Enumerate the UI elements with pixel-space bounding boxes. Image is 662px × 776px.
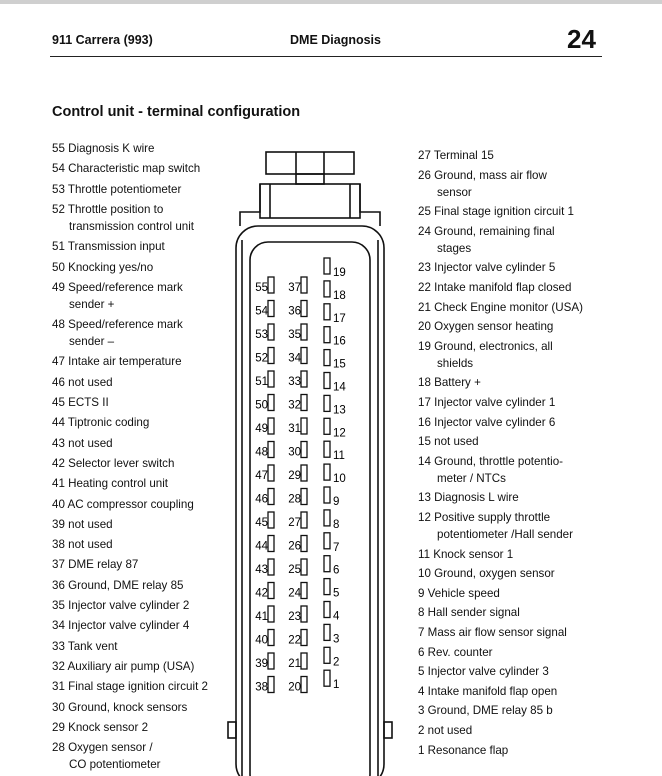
control-unit-connector-diagram <box>220 150 400 776</box>
terminal-label-line: 49 Speed/reference mark <box>52 280 183 294</box>
pin-label-18: 18 <box>333 289 346 302</box>
terminal-label-line: 39 not used <box>52 517 113 531</box>
pin-slot-20 <box>301 677 307 693</box>
terminal-label-continuation: sender – <box>69 335 115 349</box>
pin-label-41: 41 <box>255 611 268 623</box>
terminal-label <box>418 489 519 506</box>
terminal-label-continuation: CO potentiometer <box>69 758 161 772</box>
terminal-label-line: 15 not used <box>418 435 479 449</box>
pin-label-33: 33 <box>288 376 301 388</box>
pin-label-23: 23 <box>288 611 301 623</box>
terminal-label <box>52 516 113 533</box>
pin-label-8: 8 <box>333 518 340 531</box>
terminal-label <box>52 238 165 255</box>
pin-slot-27 <box>301 512 307 528</box>
pin-slot-45 <box>268 512 274 528</box>
pin-label-52: 52 <box>255 352 268 365</box>
pin-slot-51 <box>268 371 274 387</box>
terminal-label-continuation: meter / NTCs <box>437 471 506 485</box>
terminal-label-line: 6 Rev. counter <box>418 645 493 659</box>
terminal-label-line: 1 Resonance flap <box>418 743 509 757</box>
pin-label-7: 7 <box>333 541 340 554</box>
pin-label-34: 34 <box>288 352 301 365</box>
header-rule <box>50 56 602 57</box>
top-border <box>0 0 662 4</box>
terminal-label-line: 16 Injector valve cylinder 6 <box>418 415 556 429</box>
terminal-label-line: 13 Diagnosis L wire <box>418 491 519 505</box>
connector-housing <box>228 152 392 776</box>
pin-label-47: 47 <box>255 470 268 482</box>
pin-label-25: 25 <box>288 564 301 576</box>
pin-label-42: 42 <box>255 587 268 600</box>
pin-label-24: 24 <box>288 587 301 600</box>
terminal-label <box>52 394 109 411</box>
terminal-label-line: 8 Hall sender signal <box>418 606 520 620</box>
terminal-label-line: 53 Throttle potentiometer <box>52 182 182 196</box>
terminal-label <box>52 577 183 594</box>
terminal-label <box>418 394 555 411</box>
pin-label-27: 27 <box>288 517 301 529</box>
terminal-label-line: 43 not used <box>52 436 113 450</box>
pin-slot-31 <box>301 418 307 434</box>
terminal-label-line: 44 Tiptronic coding <box>52 416 150 430</box>
pin-slot-4 <box>324 602 330 618</box>
pin-slot-21 <box>301 653 307 669</box>
pin-slot-24 <box>301 583 307 599</box>
terminal-label <box>418 374 481 391</box>
pin-label-20: 20 <box>288 681 301 694</box>
terminal-label <box>418 279 571 296</box>
terminal-label-line: 45 ECTS II <box>52 396 109 409</box>
pin-label-9: 9 <box>333 496 340 508</box>
terminal-label <box>418 414 555 431</box>
pin-slot-41 <box>268 606 274 622</box>
terminal-label-line: 38 not used <box>52 538 113 552</box>
terminal-label <box>418 604 520 621</box>
terminal-label-line: 17 Injector valve cylinder 1 <box>418 396 556 409</box>
pin-label-22: 22 <box>288 634 301 647</box>
terminal-label-line: 30 Ground, knock sensors <box>52 700 188 714</box>
pin-slot-26 <box>301 536 307 552</box>
terminal-label-line: 28 Oxygen sensor / <box>52 741 153 755</box>
pin-slot-13 <box>324 395 330 411</box>
pin-slot-3 <box>324 624 330 640</box>
terminal-label-line: 25 Final stage ignition circuit 1 <box>418 205 574 219</box>
terminal-label-continuation: transmission control unit <box>69 219 195 233</box>
terminal-label <box>52 414 149 431</box>
terminal-label-line: 14 Ground, throttle potentio- <box>418 454 564 468</box>
pin-label-15: 15 <box>333 358 346 371</box>
pin-label-53: 53 <box>255 329 268 341</box>
terminal-label-line: 18 Battery + <box>418 376 481 390</box>
terminal-label-line: 4 Intake manifold flap open <box>418 684 558 698</box>
pin-label-28: 28 <box>288 493 301 506</box>
terminal-label-continuation: potentiometer /Hall sender <box>437 528 573 541</box>
pin-slot-35 <box>301 324 307 340</box>
terminal-label <box>52 201 194 235</box>
terminal-label-line: 26 Ground, mass air flow <box>418 168 547 182</box>
terminal-label <box>52 316 183 350</box>
terminal-label-line: 24 Ground, remaining final <box>418 224 555 238</box>
terminal-label-line: 2 not used <box>418 724 473 737</box>
terminal-label-continuation: sender + <box>69 297 115 311</box>
header-section: DME Diagnosis <box>290 33 381 47</box>
pin-slot-43 <box>268 559 274 575</box>
pin-slot-14 <box>324 373 330 389</box>
pin-label-35: 35 <box>288 329 301 341</box>
terminal-label <box>52 181 181 198</box>
terminal-label-line: 36 Ground, DME relay 85 <box>52 578 184 592</box>
pin-label-13: 13 <box>333 404 346 417</box>
pin-slot-11 <box>324 441 330 457</box>
pin-label-43: 43 <box>255 564 268 576</box>
pin-label-1: 1 <box>333 679 340 692</box>
terminal-label-line: 48 Speed/reference mark <box>52 318 183 332</box>
terminal-label-line: 29 Knock sensor 2 <box>52 720 149 734</box>
pin-slot-1 <box>324 670 330 686</box>
terminal-label-line: 40 AC compressor coupling <box>52 497 194 511</box>
terminal-label <box>52 160 200 177</box>
terminal-label <box>52 638 118 655</box>
terminal-label-line: 32 Auxiliary air pump (USA) <box>52 659 195 673</box>
terminal-label <box>52 435 113 452</box>
terminal-label-line: 35 Injector valve cylinder 2 <box>52 599 190 612</box>
pin-slot-28 <box>301 489 307 505</box>
terminal-label-line: 41 Heating control unit <box>52 477 169 491</box>
terminal-label <box>418 167 547 201</box>
pin-label-49: 49 <box>255 423 268 435</box>
pin-label-17: 17 <box>333 312 346 325</box>
terminal-label <box>52 739 161 773</box>
terminal-label-line: 31 Final stage ignition circuit 2 <box>52 680 208 694</box>
page-title: Control unit - terminal configuration <box>52 104 301 120</box>
pin-label-48: 48 <box>255 446 268 459</box>
pin-slot-44 <box>268 536 274 552</box>
terminal-label-line: 23 Injector valve cylinder 5 <box>418 261 556 275</box>
terminal-label <box>418 624 567 641</box>
pin-slot-42 <box>268 583 274 599</box>
terminal-label-line: 55 Diagnosis K wire <box>52 142 155 155</box>
pin-slot-38 <box>268 677 274 693</box>
pin-slot-9 <box>324 487 330 503</box>
pin-slot-34 <box>301 348 307 364</box>
terminal-label-continuation: stages <box>437 241 472 255</box>
terminal-label <box>52 658 194 675</box>
pin-slot-5 <box>324 579 330 595</box>
terminal-label-line: 7 Mass air flow sensor signal <box>418 626 567 639</box>
pin-slot-18 <box>324 281 330 297</box>
terminal-label <box>418 683 557 700</box>
pin-slot-50 <box>268 395 274 411</box>
terminal-label <box>418 147 494 164</box>
terminal-label-line: 10 Ground, oxygen sensor <box>418 567 555 581</box>
pin-slot-22 <box>301 630 307 646</box>
pin-label-14: 14 <box>333 381 346 394</box>
terminal-label <box>52 597 189 614</box>
terminal-label <box>418 338 553 372</box>
terminal-label <box>52 496 194 513</box>
pin-slot-30 <box>301 442 307 458</box>
terminal-label <box>52 617 189 634</box>
terminal-label-continuation: sensor <box>437 185 472 199</box>
terminal-label <box>418 702 553 719</box>
terminal-label <box>418 663 549 680</box>
pin-label-44: 44 <box>255 540 268 553</box>
pin-slot-25 <box>301 559 307 575</box>
pin-slot-8 <box>324 510 330 526</box>
terminal-label <box>52 353 182 370</box>
terminal-label-line: 47 Intake air temperature <box>52 355 182 369</box>
terminal-label-line: 21 Check Engine monitor (USA) <box>418 300 583 314</box>
terminal-label-line: 20 Oxygen sensor heating <box>418 320 554 334</box>
terminal-label-line: 52 Throttle position to <box>52 202 164 216</box>
pin-label-26: 26 <box>288 540 301 553</box>
pin-label-12: 12 <box>333 427 346 440</box>
pin-slot-23 <box>301 606 307 622</box>
pin-label-19: 19 <box>333 267 346 279</box>
terminal-label <box>52 699 187 716</box>
terminal-label-line: 37 DME relay 87 <box>52 558 139 572</box>
pin-slot-37 <box>301 277 307 293</box>
terminal-label-line: 22 Intake manifold flap closed <box>418 281 572 294</box>
terminal-label <box>418 203 574 220</box>
terminal-label <box>418 453 563 487</box>
pin-slot-55 <box>268 277 274 293</box>
pin-label-55: 55 <box>255 282 268 294</box>
pin-label-30: 30 <box>288 446 301 459</box>
pin-label-40: 40 <box>255 634 268 647</box>
page-number: 24 <box>567 24 596 54</box>
pin-slot-15 <box>324 350 330 366</box>
pin-label-10: 10 <box>333 473 346 486</box>
terminal-label-line: 33 Tank vent <box>52 639 118 653</box>
pin-label-31: 31 <box>288 423 301 435</box>
pin-label-54: 54 <box>255 305 268 318</box>
pin-slot-48 <box>268 442 274 458</box>
terminal-label <box>52 279 183 313</box>
pin-slot-36 <box>301 301 307 317</box>
pin-label-45: 45 <box>255 517 268 529</box>
terminal-label <box>52 455 174 472</box>
pin-label-6: 6 <box>333 564 340 577</box>
terminal-label-line: 27 Terminal 15 <box>418 149 494 162</box>
pin-label-51: 51 <box>255 376 268 388</box>
pin-label-5: 5 <box>333 587 340 600</box>
terminal-label <box>418 318 553 335</box>
pin-label-21: 21 <box>288 658 301 670</box>
header-model: 911 Carrera (993) <box>52 33 153 47</box>
terminal-label <box>418 644 493 661</box>
pin-label-36: 36 <box>288 305 301 318</box>
terminal-label-line: 46 not used <box>52 375 113 389</box>
terminal-label <box>52 678 208 695</box>
terminal-label <box>418 546 513 563</box>
pin-label-11: 11 <box>333 450 345 463</box>
terminal-label-line: 19 Ground, electronics, all <box>418 339 553 353</box>
terminal-label <box>52 719 148 736</box>
terminal-label-line: 11 Knock sensor 1 <box>418 547 514 561</box>
terminal-label-line: 34 Injector valve cylinder 4 <box>52 619 190 633</box>
terminal-label-line: 5 Injector valve cylinder 3 <box>418 665 549 679</box>
pin-slot-54 <box>268 301 274 317</box>
pin-label-29: 29 <box>288 470 301 482</box>
pin-label-39: 39 <box>255 658 268 670</box>
terminal-label-line: 9 Vehicle speed <box>418 586 500 600</box>
pin-slot-46 <box>268 489 274 505</box>
terminal-label-line: 51 Transmission input <box>52 240 165 254</box>
terminal-label <box>418 259 555 276</box>
terminal-label <box>418 299 583 316</box>
pin-slot-49 <box>268 418 274 434</box>
pin-slot-29 <box>301 465 307 481</box>
pin-label-38: 38 <box>255 681 268 694</box>
terminal-label <box>52 556 138 573</box>
pin-slot-2 <box>324 647 330 663</box>
pin-label-32: 32 <box>288 399 301 412</box>
pin-slot-32 <box>301 395 307 411</box>
pin-slot-10 <box>324 464 330 480</box>
terminal-label <box>52 140 154 157</box>
terminal-label-line: 12 Positive supply throttle <box>418 511 551 524</box>
terminal-label <box>52 475 168 492</box>
pin-slot-6 <box>324 556 330 572</box>
pin-label-50: 50 <box>255 399 268 412</box>
terminal-label <box>418 509 573 543</box>
pin-slot-47 <box>268 465 274 481</box>
terminal-label <box>418 223 555 257</box>
pin-slot-12 <box>324 418 330 434</box>
terminal-label-line: 3 Ground, DME relay 85 b <box>418 704 553 718</box>
pin-slot-40 <box>268 630 274 646</box>
terminal-label <box>418 565 555 582</box>
pin-slot-53 <box>268 324 274 340</box>
connector-pins <box>255 258 346 694</box>
terminal-label-line: 42 Selector lever switch <box>52 456 175 470</box>
pin-label-16: 16 <box>333 335 346 348</box>
terminal-label <box>418 433 479 450</box>
terminal-label-line: 54 Characteristic map switch <box>52 162 201 176</box>
pin-slot-7 <box>324 533 330 549</box>
pin-label-37: 37 <box>288 282 301 294</box>
pin-slot-17 <box>324 304 330 320</box>
pin-slot-52 <box>268 348 274 364</box>
pin-slot-33 <box>301 371 307 387</box>
pin-slot-39 <box>268 653 274 669</box>
pin-label-2: 2 <box>333 656 340 669</box>
terminal-label <box>418 585 500 602</box>
pin-slot-19 <box>324 258 330 274</box>
terminal-label <box>52 374 113 391</box>
terminal-label <box>418 722 472 739</box>
terminal-label-line: 50 Knocking yes/no <box>52 260 154 274</box>
pin-slot-16 <box>324 327 330 343</box>
pin-label-46: 46 <box>255 493 268 506</box>
terminal-label <box>52 536 113 553</box>
terminal-label <box>52 259 153 276</box>
pin-label-4: 4 <box>333 610 340 623</box>
terminal-label-continuation: shields <box>437 356 474 370</box>
pin-label-3: 3 <box>333 633 340 646</box>
terminal-label <box>418 742 508 759</box>
